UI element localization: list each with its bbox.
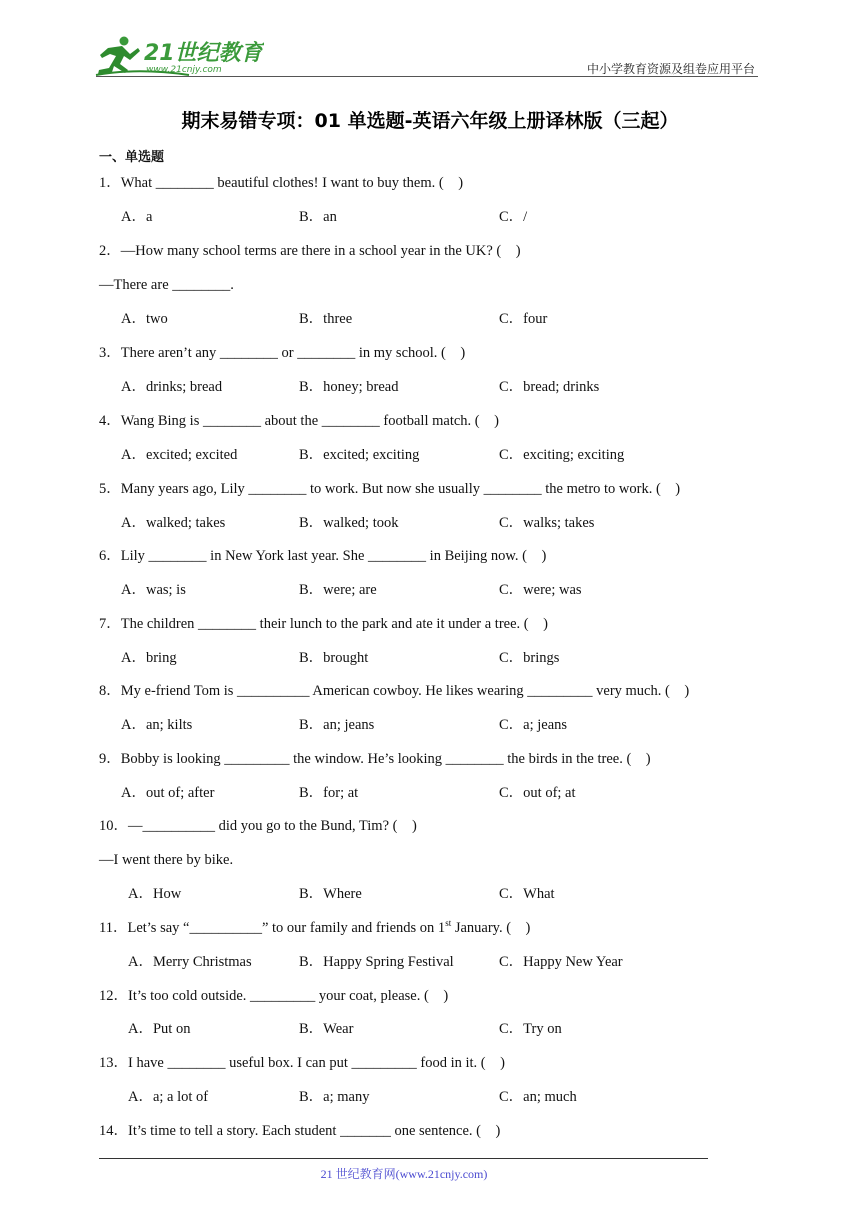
option-b: B．Happy Spring Festival [299, 954, 454, 970]
platform-name: 中小学教育资源及组卷应用平台 [586, 62, 755, 76]
option-c: C．brings [499, 650, 560, 666]
footer-text: 21 世纪教育网(www.21cnjy.com) [320, 1167, 488, 1181]
option-b: B．an [299, 209, 337, 225]
question-stem: 10．—__________ did you go to the Bund, Tim? ( ) [99, 818, 417, 834]
question-stem: 2．—How many school terms are there in a school year in the UK? ( ) [99, 243, 521, 259]
question-stem: 14．It’s time to tell a story. Each student _______ one sentence. ( ) [99, 1123, 501, 1139]
option-c: C．out of; at [499, 785, 576, 801]
question-stem: 4．Wang Bing is ________ about the ________ football match. ( ) [99, 413, 499, 429]
option-a: A．bring [121, 650, 177, 666]
question-stem: 5．Many years ago, Lily ________ to work. But now she usually ________ the metro to work. ( ) [99, 481, 681, 497]
question-stem: 8．My e-friend Tom is __________ American cowboy. He likes wearing _________ very much. ( ) [99, 683, 690, 699]
logo-url: www.21cnjy.com [146, 65, 222, 75]
header-divider [96, 76, 758, 77]
question-stem: 12．It’s too cold outside. _________ your coat, please. ( ) [99, 988, 449, 1004]
option-b: B．excited; exciting [299, 447, 420, 463]
option-c: C．a; jeans [499, 717, 568, 733]
question-stem: 13．I have ________ useful box. I can put _________ food in it. ( ) [99, 1055, 505, 1071]
option-c: C．What [499, 886, 555, 902]
option-c: C．four [499, 311, 548, 327]
option-c: C．walks; takes [499, 515, 595, 531]
section-heading: 一、单选题 [99, 150, 165, 165]
option-a: A．How [128, 886, 182, 902]
runner-logo-icon [94, 34, 264, 76]
option-a: A．two [121, 311, 168, 327]
ordinal-suffix: st [445, 918, 452, 929]
option-b: B．Wear [299, 1021, 354, 1037]
option-c: C．were; was [499, 582, 582, 598]
page-title: 期末易错专项：01 单选题-英语六年级上册译林版（三起） [181, 110, 679, 132]
option-a: A．was; is [121, 582, 186, 598]
page-header [0, 0, 860, 80]
option-a: A．walked; takes [121, 515, 226, 531]
question-stem-part: January. ( ) [451, 920, 531, 936]
option-b: B．three [299, 311, 353, 327]
option-b: B．brought [299, 650, 369, 666]
question-stem: 1．What ________ beautiful clothes! I want to buy them. ( ) [99, 175, 464, 191]
logo-text: 21世纪教育 [144, 41, 263, 66]
question-stem: 6．Lily ________ in New York last year. She ________ in Beijing now. ( ) [99, 548, 547, 564]
option-a: A．excited; excited [121, 447, 238, 463]
question-stem-part: 11．Let’s say “__________” to our family and friends on 1 [99, 920, 446, 936]
option-b: B．an; jeans [299, 717, 375, 733]
option-c: C．Happy New Year [499, 954, 623, 970]
question-stem [99, 919, 530, 937]
option-a: A．a [121, 209, 153, 225]
option-a: A．a; a lot of [128, 1089, 209, 1105]
option-b: B．a; many [299, 1089, 370, 1105]
option-c: C．/ [499, 209, 528, 225]
question-stem: 3．There aren’t any ________ or ________ in my school. ( ) [99, 345, 466, 361]
option-a: A．out of; after [121, 785, 215, 801]
footer-divider [99, 1158, 708, 1159]
question-stem-continuation: —There are ________. [99, 277, 234, 293]
option-b: B．honey; bread [299, 379, 399, 395]
option-a: A．Put on [128, 1021, 191, 1037]
option-a: A．Merry Christmas [128, 954, 252, 970]
option-c: C．Try on [499, 1021, 562, 1037]
option-b: B．Where [299, 886, 362, 902]
option-c: C．an; much [499, 1089, 577, 1105]
option-c: C．bread; drinks [499, 379, 600, 395]
option-c: C．exciting; exciting [499, 447, 625, 463]
question-stem-continuation: —I went there by bike. [99, 852, 234, 868]
option-b: B．walked; took [299, 515, 399, 531]
option-b: B．for; at [299, 785, 359, 801]
option-a: A．drinks; bread [121, 379, 223, 395]
site-logo [94, 34, 264, 76]
question-stem: 9．Bobby is looking _________ the window. He’s looking ________ the birds in the tree. ( ) [99, 751, 651, 767]
option-b: B．were; are [299, 582, 377, 598]
option-a: A．an; kilts [121, 717, 193, 733]
question-stem: 7．The children ________ their lunch to the park and ate it under a tree. ( ) [99, 616, 548, 632]
